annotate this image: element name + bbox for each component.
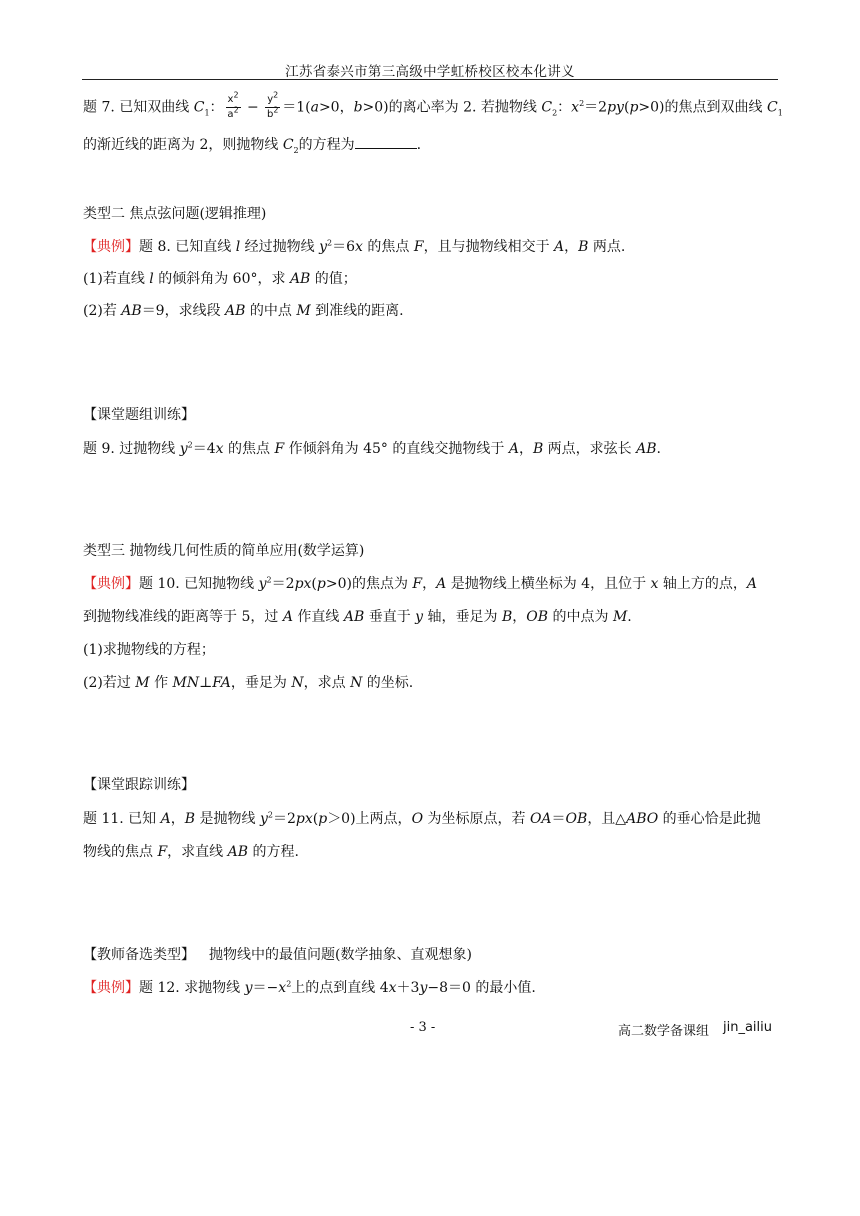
question-9: 题 9. 过抛物线 $y^2=4x$ 的焦点 F 作倾斜角为 45° 的直线交抛物线于 A，B 两点，求弦长 AB. (83, 440, 661, 457)
question-10-part-1: (1)求抛物线的方程； (83, 642, 215, 658)
question-10-line-2: 到抛物线准线的距离等于 5，过 A 作直线 AB 垂直于 y 轴，垂足为 B，OB 的中点为 M. (83, 609, 632, 625)
question-10-part-2: (2)若过 M 作 MN⊥FA，垂足为 N，求点 N 的坐标. (83, 675, 414, 691)
question-8-part-1: (1)若直线 l 的倾斜角为 60°，求 AB 的值； (83, 271, 357, 287)
page-number: - 3 - (410, 1020, 436, 1035)
question-7-line-2: 的渐近线的距离为 2，则抛物线 $C_2$的方程为 . (83, 137, 422, 155)
example-tag: 【典例】 (83, 576, 139, 592)
section-type-2-heading: 类型二 焦点弦问题(逻辑推理) (83, 206, 267, 222)
fraction-x2-a2: $\frac{x^2}{a^2}$ (227, 90, 239, 120)
question-10-line-1: 【典例】题 10. 已知抛物线 $y^2=2px(p>0)$的焦点为 F，A 是抛物线上横坐标为 4，且位于 x 轴上方的点，A (83, 575, 758, 592)
teacher-optional-heading: 【教师备选类型】 抛物线中的最值问题(数学抽象、直观想象) (83, 947, 472, 963)
question-11-line-1: 题 11. 已知 A，B 是抛物线 $y^2=2px(p>0)$上两点，O 为坐标原点，若 OA＝OB，且△ABO 的垂心恰是此抛 (83, 810, 761, 827)
question-8-part-2: (2)若 AB＝9，求线段 AB 的中点 M 到准线的距离. (83, 303, 404, 319)
section-type-3-heading: 类型三 抛物线几何性质的简单应用(数学运算) (83, 543, 365, 559)
fraction-y2-b2: $\frac{y^2}{b^2}$ (266, 90, 279, 120)
question-12: 【典例】题 12. 求抛物线 $y=-x^2$上的点到直线 4x＋3y−8＝0 的最小值. (83, 979, 536, 996)
example-tag: 【典例】 (83, 239, 139, 255)
footer-group-name: 高二数学备课组 (618, 1024, 710, 1039)
example-tag: 【典例】 (83, 980, 139, 996)
classroom-training-heading: 【课堂题组训练】 (83, 407, 195, 423)
question-8-line-1: 【典例】题 8. 已知直线 l 经过抛物线 $y^2=6x$ 的焦点 F，且与抛物线相交于 A，B 两点. (83, 238, 626, 255)
header-divider (82, 79, 778, 80)
question-11-line-2: 物线的焦点 F，求直线 AB 的方程. (83, 844, 299, 860)
footer-author: jin_ailiu (723, 1020, 773, 1035)
question-7-line-1: 题 7. 已知双曲线 $C_1$： $\frac{x^2}{a^2}$ − $\frac{y^2}{b^2}$ ＝1(a>0，b>0)的离心率为 2. 若抛物线 $C_2$：$x^2=2py(p>0)$的焦点到双曲线 $C_1$ (83, 90, 783, 120)
page-header: 江苏省泰兴市第三高级中学虹桥校区校本化讲义 (285, 64, 575, 80)
answer-blank (355, 136, 417, 149)
classroom-tracking-heading: 【课堂跟踪训练】 (83, 777, 195, 793)
